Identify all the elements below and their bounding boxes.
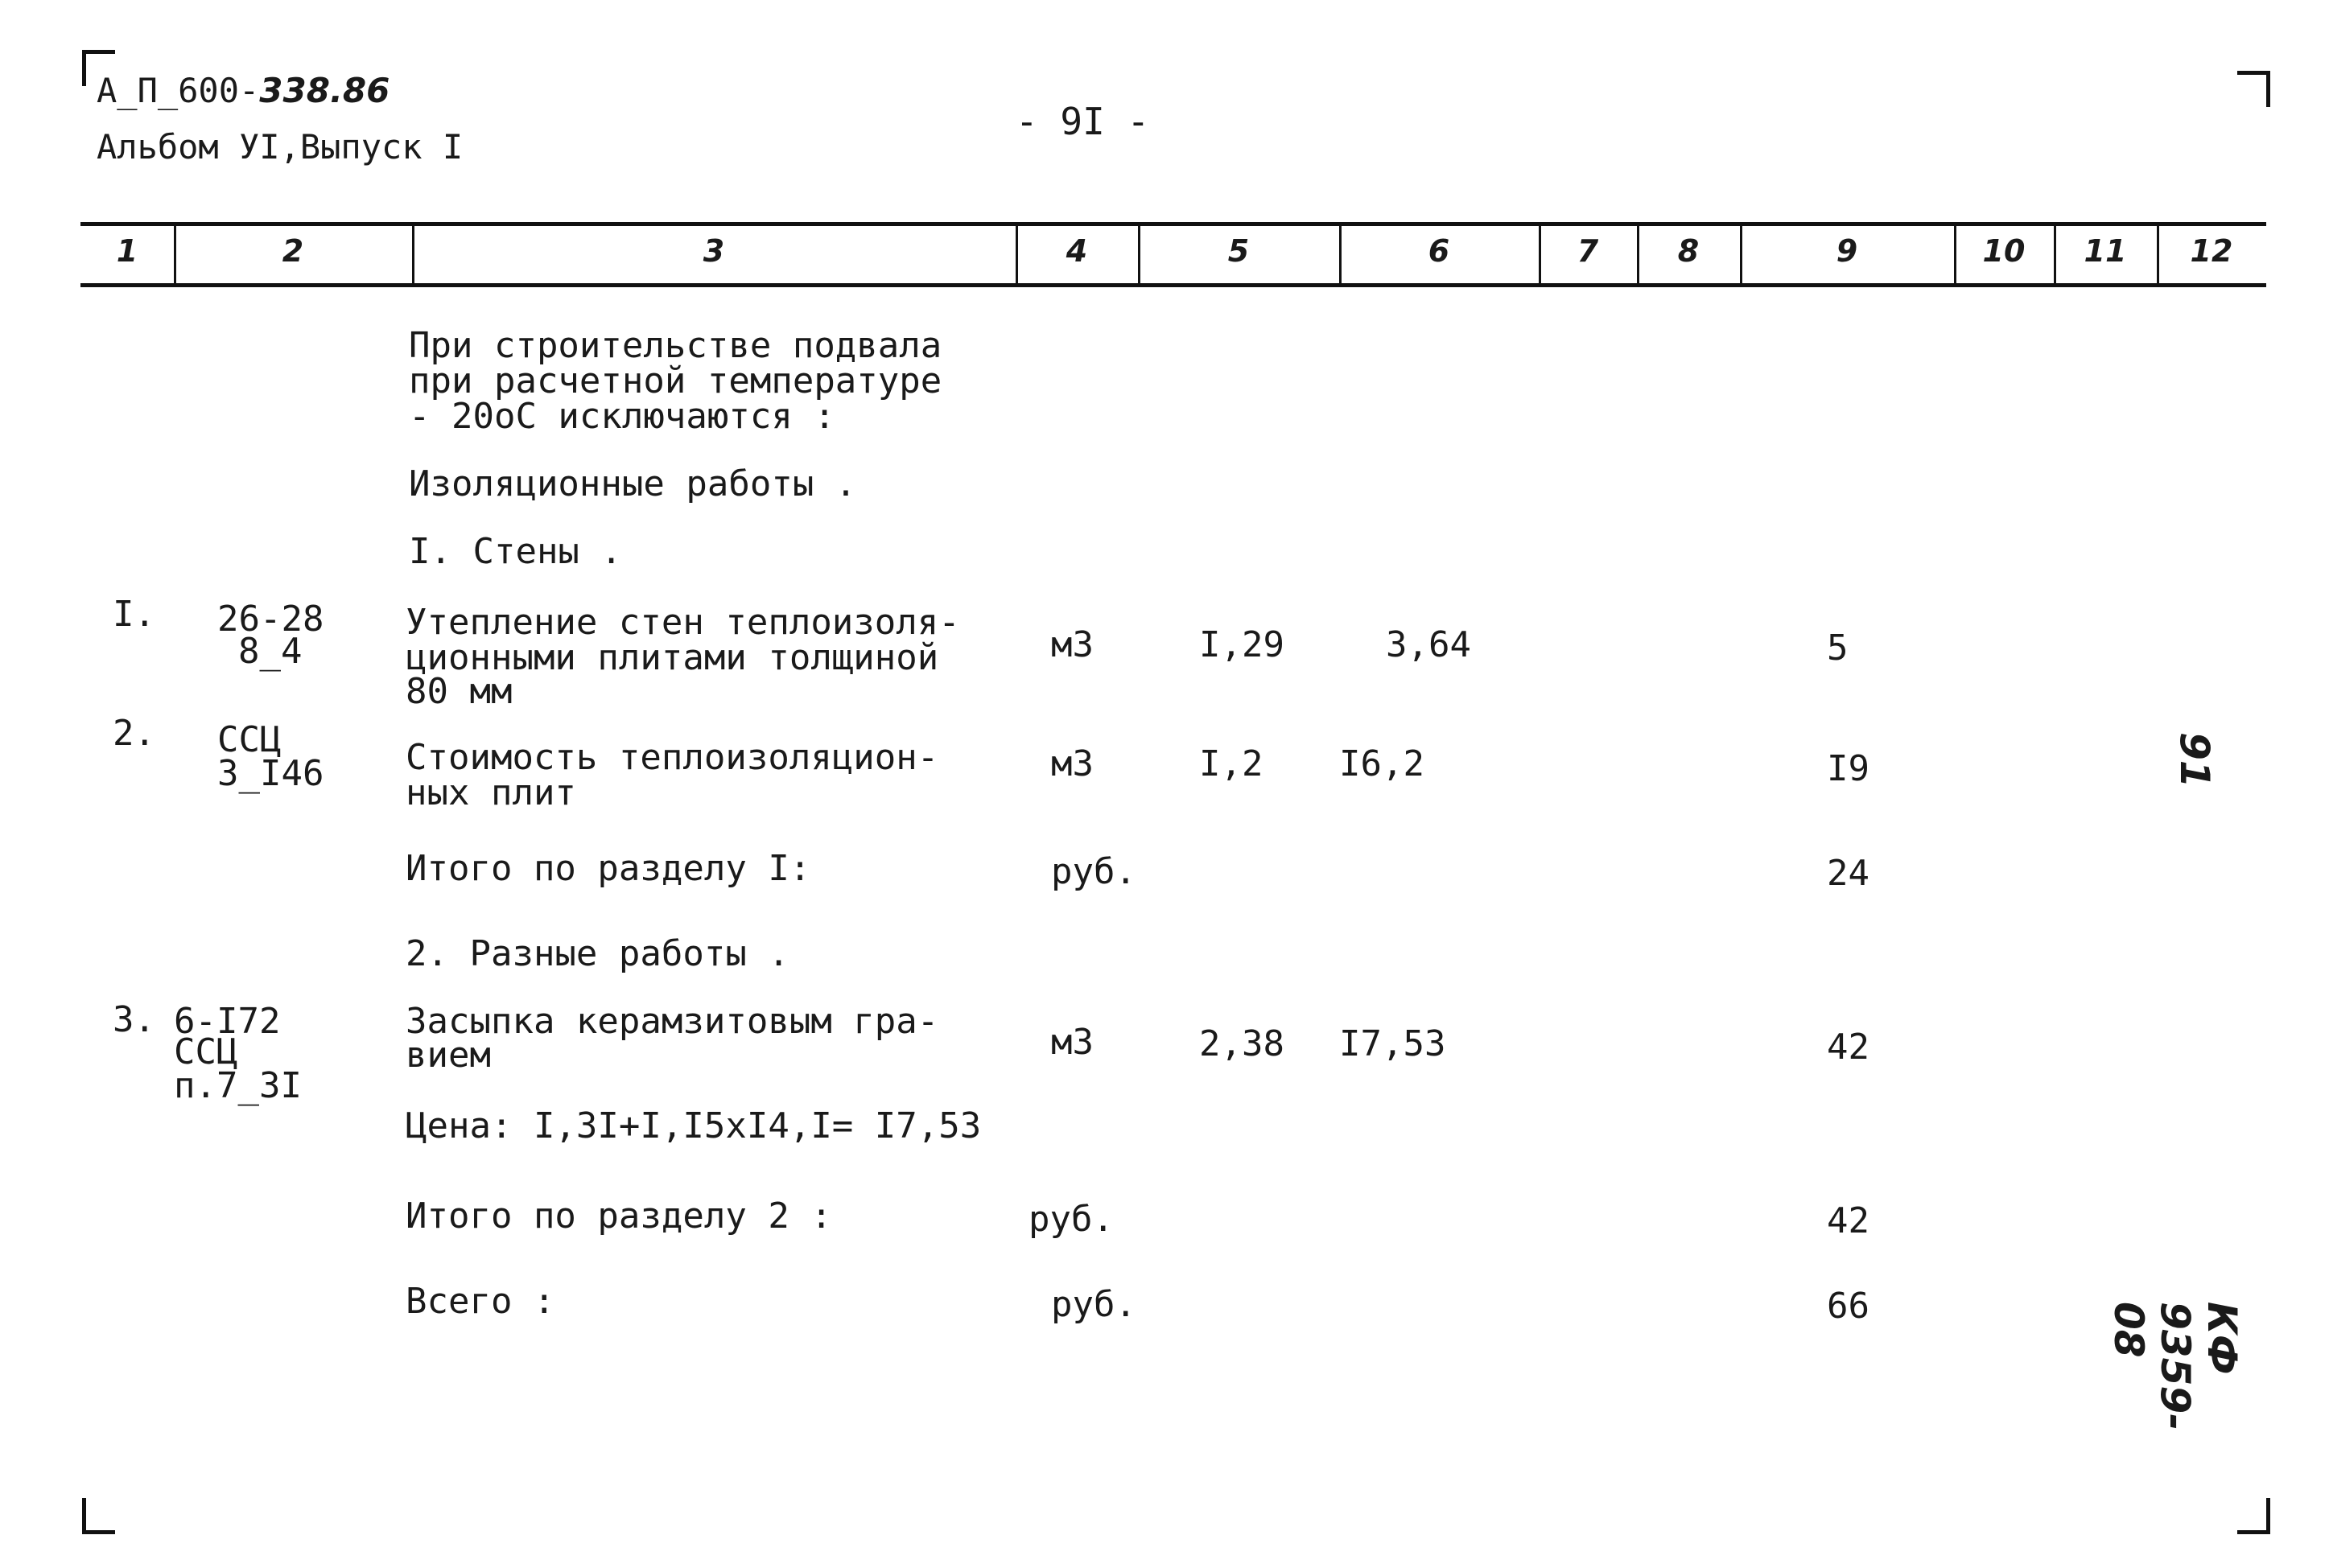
row-number: 2.: [113, 713, 155, 754]
row-unit-price: 3,64: [1386, 624, 1471, 665]
row-description: ционными плитами толщиной: [406, 637, 939, 678]
subtotal-unit: руб.: [1028, 1199, 1114, 1240]
column-header: 7: [1577, 233, 1599, 269]
row-code: 6-I72: [174, 1001, 281, 1042]
column-header: 3: [703, 233, 725, 269]
row-quantity: I,2: [1199, 743, 1263, 784]
row-code: 3_I46: [217, 753, 324, 794]
table-header-bottom-rule: [80, 283, 2266, 287]
row-quantity: 2,38: [1199, 1023, 1284, 1064]
section-title: 2. Разные работы .: [406, 933, 789, 974]
column-header: 11: [2084, 233, 2127, 269]
row-number: I.: [113, 594, 155, 635]
section-heading: Изоляционные работы .: [409, 463, 857, 504]
page-number: - 9I -: [1016, 100, 1150, 143]
row-code: ССЦ: [217, 719, 282, 760]
row-description: Стоимость теплоизоляцион-: [406, 737, 939, 778]
album-issue: Альбом УI,Выпуск I: [97, 127, 464, 167]
row-total: 5: [1827, 628, 1849, 669]
row-unit: м3: [1051, 624, 1094, 665]
section-title: I. Стены .: [409, 531, 622, 572]
subtotal-value: 24: [1827, 853, 1869, 894]
price-note: Цена: I,3I+I,I5хI4,I= I7,53: [406, 1105, 982, 1146]
column-header: 2: [282, 233, 304, 269]
column-header: 1: [116, 233, 138, 269]
row-description: Утепление стен теплоизоля-: [406, 602, 960, 643]
column-header: 9: [1836, 233, 1858, 269]
row-total: I9: [1827, 748, 1869, 789]
column-header: 12: [2190, 233, 2233, 269]
row-quantity: I,29: [1199, 624, 1284, 665]
grand-total-unit: руб.: [1051, 1284, 1136, 1325]
margin-archive-code: КФ 9359-08: [2105, 1302, 2245, 1430]
row-unit: м3: [1051, 743, 1094, 784]
row-number: 3.: [113, 999, 155, 1040]
corner-mark-bottom-left: [82, 1498, 115, 1534]
row-description: вием: [406, 1035, 491, 1076]
column-header: 10: [1982, 233, 2026, 269]
row-unit: м3: [1051, 1022, 1094, 1063]
subtotal-label: Итого по разделу I:: [406, 848, 811, 889]
intro-line: при расчетной температуре: [409, 360, 942, 401]
intro-line: При строительстве подвала: [409, 325, 942, 366]
grand-total-label: Всего :: [406, 1281, 555, 1322]
row-code: 26-28: [217, 599, 324, 640]
document-code-number: 338.86: [259, 71, 390, 110]
row-description: 80 мм: [406, 671, 513, 712]
row-code: ССЦ: [174, 1031, 238, 1072]
grand-total-value: 66: [1827, 1286, 1869, 1327]
column-header: 4: [1066, 233, 1088, 269]
column-header: 5: [1227, 233, 1250, 269]
subtotal-value: 42: [1827, 1200, 1869, 1241]
subtotal-label: Итого по разделу 2 :: [406, 1196, 832, 1237]
document-code-prefix: А_П_600-: [97, 71, 260, 110]
row-description: Засыпка керамзитовым гра-: [406, 1001, 939, 1042]
subtotal-unit: руб.: [1051, 851, 1136, 892]
row-code: п.7_3I: [174, 1065, 302, 1106]
row-code: 8_4: [238, 631, 303, 672]
column-header: 8: [1677, 233, 1700, 269]
corner-mark-top-right: [2237, 71, 2270, 107]
row-total: 42: [1827, 1027, 1869, 1068]
row-description: ных плит: [406, 772, 576, 813]
document-code: [97, 71, 390, 110]
row-unit-price: I7,53: [1339, 1023, 1446, 1064]
intro-line: - 20оС исключаются :: [409, 396, 835, 437]
row-unit-price: I6,2: [1339, 743, 1424, 784]
column-header: 6: [1428, 233, 1450, 269]
table-header-top-rule: [80, 222, 2266, 226]
margin-page-mark: 91: [2171, 732, 2218, 788]
corner-mark-bottom-right: [2237, 1498, 2270, 1534]
